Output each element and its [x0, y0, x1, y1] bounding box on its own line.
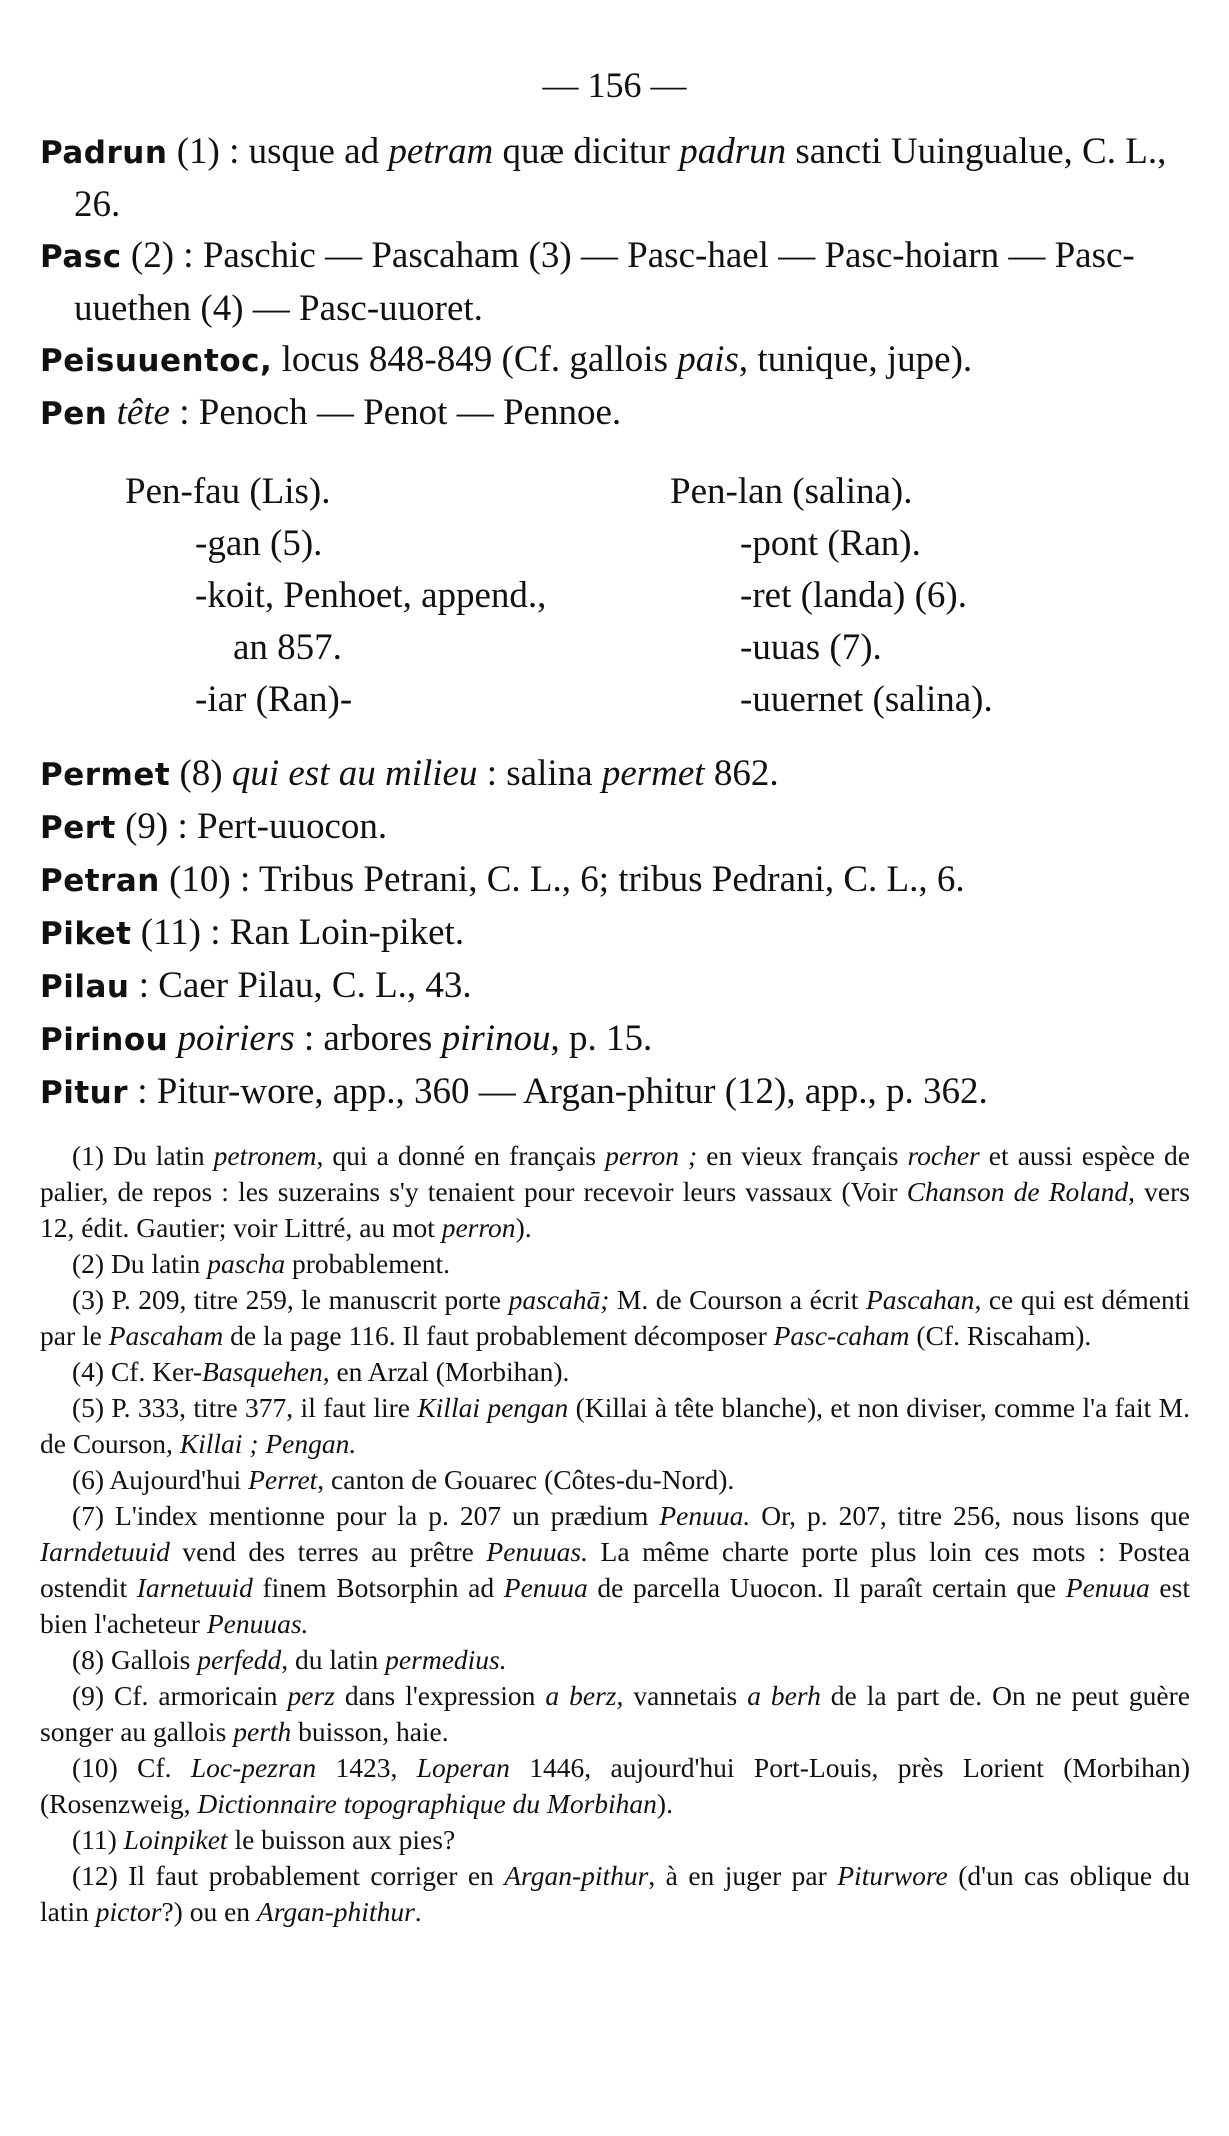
entry-pilau: Pilau : Caer Pilau, C. L., 43. — [40, 965, 472, 1006]
footnote-6: (6) Aujourd'hui Perret, canton de Gouarec (Côtes-du-Nord). — [72, 1464, 735, 1495]
page-number: — 156 — — [542, 65, 687, 105]
glossary-entries — [40, 126, 1190, 1119]
headword: Pert — [40, 810, 116, 846]
compound-item: Pen-lan (salina). — [670, 471, 913, 512]
compound-item: an 857. — [233, 627, 342, 668]
headword: Padrun — [40, 135, 168, 171]
headword: Pirinou — [40, 1022, 169, 1058]
compound-item: Pen-fau (Lis). — [125, 471, 331, 512]
pen-compounds-left — [125, 466, 670, 726]
entry-pitur: Pitur : Pitur-wore, app., 360 — Argan-phitur (12), app., p. 362. — [40, 1071, 988, 1112]
headword: Pen — [40, 396, 108, 432]
entry-pirinou: Pirinou poiriers : arbores pirinou, p. 15. — [40, 1018, 653, 1059]
compound-item: -pont (Ran). — [740, 523, 921, 564]
compound-item: -gan (5). — [195, 523, 323, 564]
footnote-8: (8) Gallois perfedd, du latin permedius. — [72, 1644, 507, 1675]
entry-pert: Pert (9) : Pert-uuocon. — [40, 806, 388, 847]
footnote-1: (1) Du latin petronem, qui a donné en français perron ; en vieux français rocher et aussi espèce de palier, de repos : les suzerains s'y tenaient pour recevoir leurs vassaux (Voir Chanson de Roland, vers 12, édit. Gautier; voir Littré, au mot perron). — [40, 1140, 1191, 1243]
entry-permet: Permet (8) qui est au milieu : salina permet 862. — [40, 753, 779, 794]
compound-item: -koit, Penhoet, append., — [195, 575, 547, 616]
footnote-9: (9) Cf. armoricain perz dans l'expression a berz, vannetais a berh de la part de. On ne peut guère songer au gallois perth buisson, haie. — [40, 1680, 1190, 1747]
footnote-11: (11) Loinpiket le buisson aux pies? — [72, 1824, 456, 1855]
footnote-4: (4) Cf. Ker-Basquehen, en Arzal (Morbihan). — [72, 1356, 570, 1387]
entry-petran: Petran (10) : Tribus Petrani, C. L., 6; tribus Pedrani, C. L., 6. — [40, 859, 965, 900]
entry-piket: Piket (11) : Ran Loin-piket. — [40, 912, 465, 953]
footnote-12: (12) Il faut probablement corriger en Argan-pithur, à en juger par Piturwore (d'un cas oblique du latin pictor?) ou en Argan-phithur. — [40, 1860, 1191, 1927]
pen-compounds-table — [125, 466, 1190, 726]
headword: Peisuuentoc, — [40, 343, 273, 379]
headword: Pitur — [40, 1075, 129, 1111]
headword: Petran — [40, 863, 160, 899]
compound-item: -ret (landa) (6). — [740, 575, 968, 616]
headword: Piket — [40, 916, 132, 952]
compound-item: -uuas (7). — [740, 627, 882, 668]
compound-item: -iar (Ran)- — [195, 679, 353, 720]
pen-compounds-right — [670, 466, 1190, 726]
footnote-7: (7) L'index mentionne pour la p. 207 un prædium Penuua. Or, p. 207, titre 256, nous lisons que Iarndetuuid vend des terres au prêtre Penuuas. La même charte porte plus loin ces mots : Postea ostendit Iarnetuuid finem Botsorphin ad Penuua de parcella Uuocon. Il paraît certain que Penuua est bien l'acheteur Penuuas. — [40, 1500, 1190, 1639]
compound-item: -uuernet (salina). — [740, 679, 993, 720]
footnote-5: (5) P. 333, titre 377, il faut lire Killai pengan (Killai à tête blanche), et non diviser, comme l'a fait M. de Courson, Killai ; Pengan. — [40, 1392, 1190, 1459]
footnote-10: (10) Cf. Loc-pezran 1423, Loperan 1446, aujourd'hui Port-Louis, près Lorient (Morbihan) (Rosenzweig, Dictionnaire topographique du Morbihan). — [40, 1752, 1190, 1819]
headword: Pasc — [40, 239, 122, 275]
headword: Permet — [40, 757, 171, 793]
entry-pasc: Pasc (2) : Paschic — Pascaham (3) — Pasc-hael — Pasc-hoiarn — Pasc-uuethen (4) — Pasc-uuoret. — [40, 235, 1135, 329]
footnote-3: (3) P. 209, titre 259, le manuscrit porte pascahā; M. de Courson a écrit Pascahan, ce qui est démenti par le Pascaham de la page 116. Il faut probablement décomposer Pasc-caham (Cf. Riscaham). — [40, 1284, 1191, 1351]
entry-pen: Pen tête : Penoch — Penot — Pennoe. — [40, 392, 622, 433]
footnotes — [40, 1138, 1190, 1930]
entry-peisuuentoc: Peisuuentoc, locus 848-849 (Cf. gallois pais, tunique, jupe). — [40, 339, 973, 380]
headword: Pilau — [40, 969, 130, 1005]
footnote-2: (2) Du latin pascha probablement. — [72, 1248, 451, 1279]
entry-padrun: Padrun (1) : usque ad petram quæ dicitur padrun sancti Uuingualue, C. L., 26. — [40, 131, 1167, 225]
